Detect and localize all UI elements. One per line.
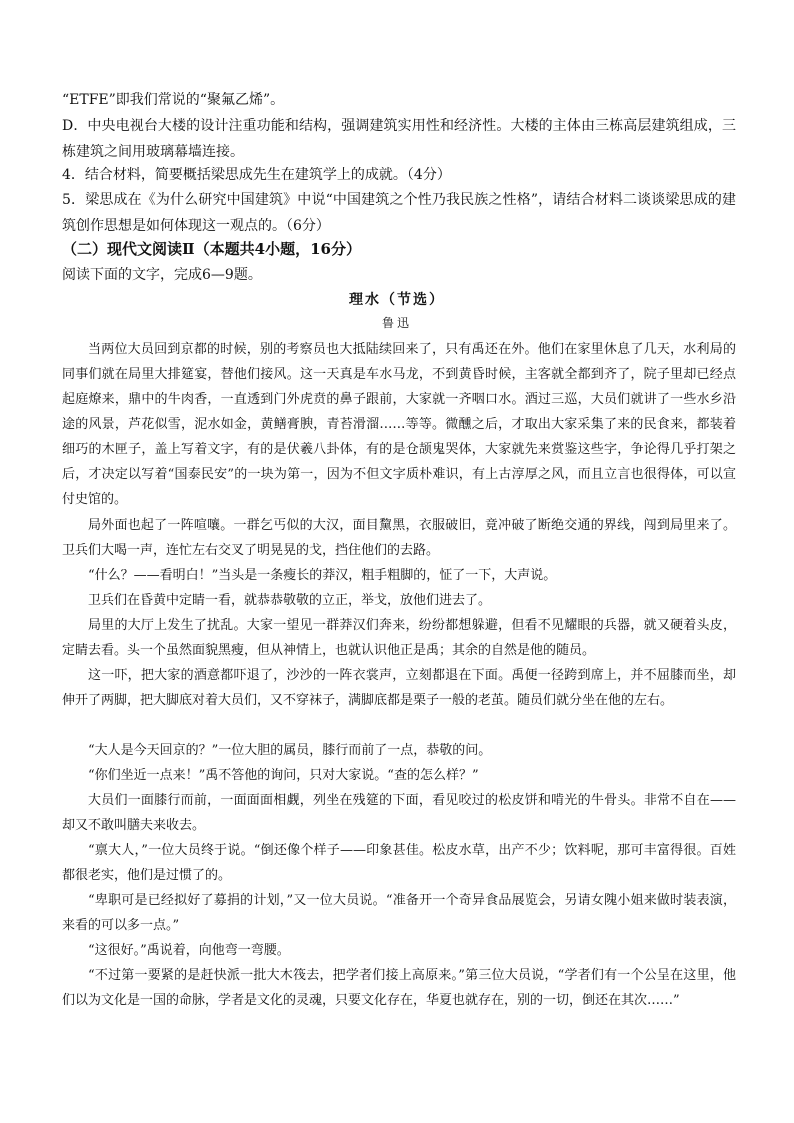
article-author: 鲁迅 bbox=[381, 316, 412, 330]
article-paragraph: 卫兵们在昏黄中定睛一看，就恭恭敬敬的立正，举戈，放他们进去了。 bbox=[88, 593, 492, 608]
reading-instruction: 阅读下面的文字，完成6—9题。 bbox=[62, 267, 262, 283]
article-paragraph: 局里的大厅上发生了扰乱。大家一望见一群莽汉们奔来，纷纷都想躲避，但看不见耀眼的兵器，就又硬着头皮，定睛去看。头一个虽然面貌黑瘦，但从神情上，也就认识他正是禹；其余的自然是他的随员。 bbox=[62, 618, 736, 658]
article-paragraph: “大人是今天回京的？”一位大胆的属员，膝行而前了一点，恭敬的问。 bbox=[88, 743, 492, 758]
article-paragraph: “你们坐近一点来！”禹不答他的询问，只对大家说。“查的怎么样？” bbox=[88, 768, 479, 783]
article-paragraph: “不过第一要紧的是赶快派一批大木筏去，把学者们接上高原来。”第三位大员说，“学者们有一个公呈在这里，他们以为文化是一国的命脉，学者是文化的灵魂，只要文化存在，华夏也就存在，别的一切，倒还在其次……” bbox=[62, 968, 736, 1008]
option-d: D．中央电视台大楼的设计注重功能和结构，强调建筑实用性和经济性。大楼的主体由三栋高层建筑组成，三栋建筑之间用玻璃幕墙连接。 bbox=[62, 118, 736, 160]
article-paragraph: “禀大人，”一位大员终于说。“倒还像个样子——印象甚佳。松皮水草，出产不少；饮料呢，那可丰富得很。百姓都很老实，他们是过惯了的。 bbox=[62, 843, 736, 883]
article-paragraph: “这很好。”禹说着，向他弯一弯腰。 bbox=[88, 943, 290, 958]
article-paragraph: 这一吓，把大家的酒意都吓退了，沙沙的一阵衣裳声，立刻都退在下面。禹便一径跨到席上，并不屈膝而坐，却伸开了两脚，把大脚底对着大员们，又不穿袜子，满脚底都是栗子一般的老茧。随员们就分坐在他的左右。 bbox=[62, 668, 736, 708]
section-heading: （二）现代文阅读Ⅱ（本题共4小题，16分） bbox=[62, 240, 361, 258]
article-paragraph: 当两位大员回到京都的时候，别的考察员也大抵陆续回来了，只有禹还在外。他们在家里休息了几天，水利局的同事们就在局里大排筵宴，替他们接风。这一天真是车水马龙，不到黄昏时候，主客就全都到齐了，院子里却已经点起庭燎来，鼎中的牛肉香，一直透到门外虎贲的鼻子跟前，大家就一齐咽口水。酒过三巡，大员们就讲了一些水乡沿途的风景，芦花似雪，泥水如金，黄鳝膏腴，青苔滑溜……等等。微醺之后，才取出大家采集了来的民食来，都装着细巧的木匣子，盖上写着文字，有的是伏羲八卦体，有的是仓颉鬼哭体，大家就先来赏鉴这些字，争论得几乎打架之后，才决定以写着“国泰民安”的一块为第一，因为不但文字质朴难识，有上古淳厚之风，而且立言也很得体，可以宣付史馆的。 bbox=[62, 342, 736, 507]
article-paragraph: “什么？——看明白！”当头是一条瘦长的莽汉，粗手粗脚的，怔了一下，大声说。 bbox=[88, 568, 557, 583]
article-paragraph: “卑职可是已经拟好了募捐的计划，”又一位大员说。“准备开一个奇异食品展览会，另请女隗小姐来做时装表演，来看的可以多一点。” bbox=[62, 893, 736, 933]
question-4: 4．结合材料，简要概括梁思成先生在建筑学上的成就。（4分） bbox=[62, 167, 451, 183]
question-5: 5．梁思成在《为什么研究中国建筑》中说“中国建筑之个性乃我民族之性格”，请结合材料二谈谈梁思成的建筑创作思想是如何体现这一观点的。（6分） bbox=[62, 192, 736, 234]
article-paragraph: 局外面也起了一阵喧嚷。一群乞丐似的大汉，面目黧黑，衣服破旧，竟冲破了断绝交通的界线，闯到局里来了。卫兵们大喝一声，连忙左右交叉了明晃晃的戈，挡住他们的去路。 bbox=[62, 518, 736, 558]
option-c-tail: “ETFE”即我们常说的“聚氟乙烯”。 bbox=[62, 92, 285, 108]
article-title: 理水（节选） bbox=[349, 292, 445, 308]
article-paragraph: 大员们一面膝行而前，一面面面相觑，列坐在残筵的下面，看见咬过的松皮饼和啃光的牛骨头。非常不自在——却又不敢叫膳夫来收去。 bbox=[62, 793, 736, 833]
